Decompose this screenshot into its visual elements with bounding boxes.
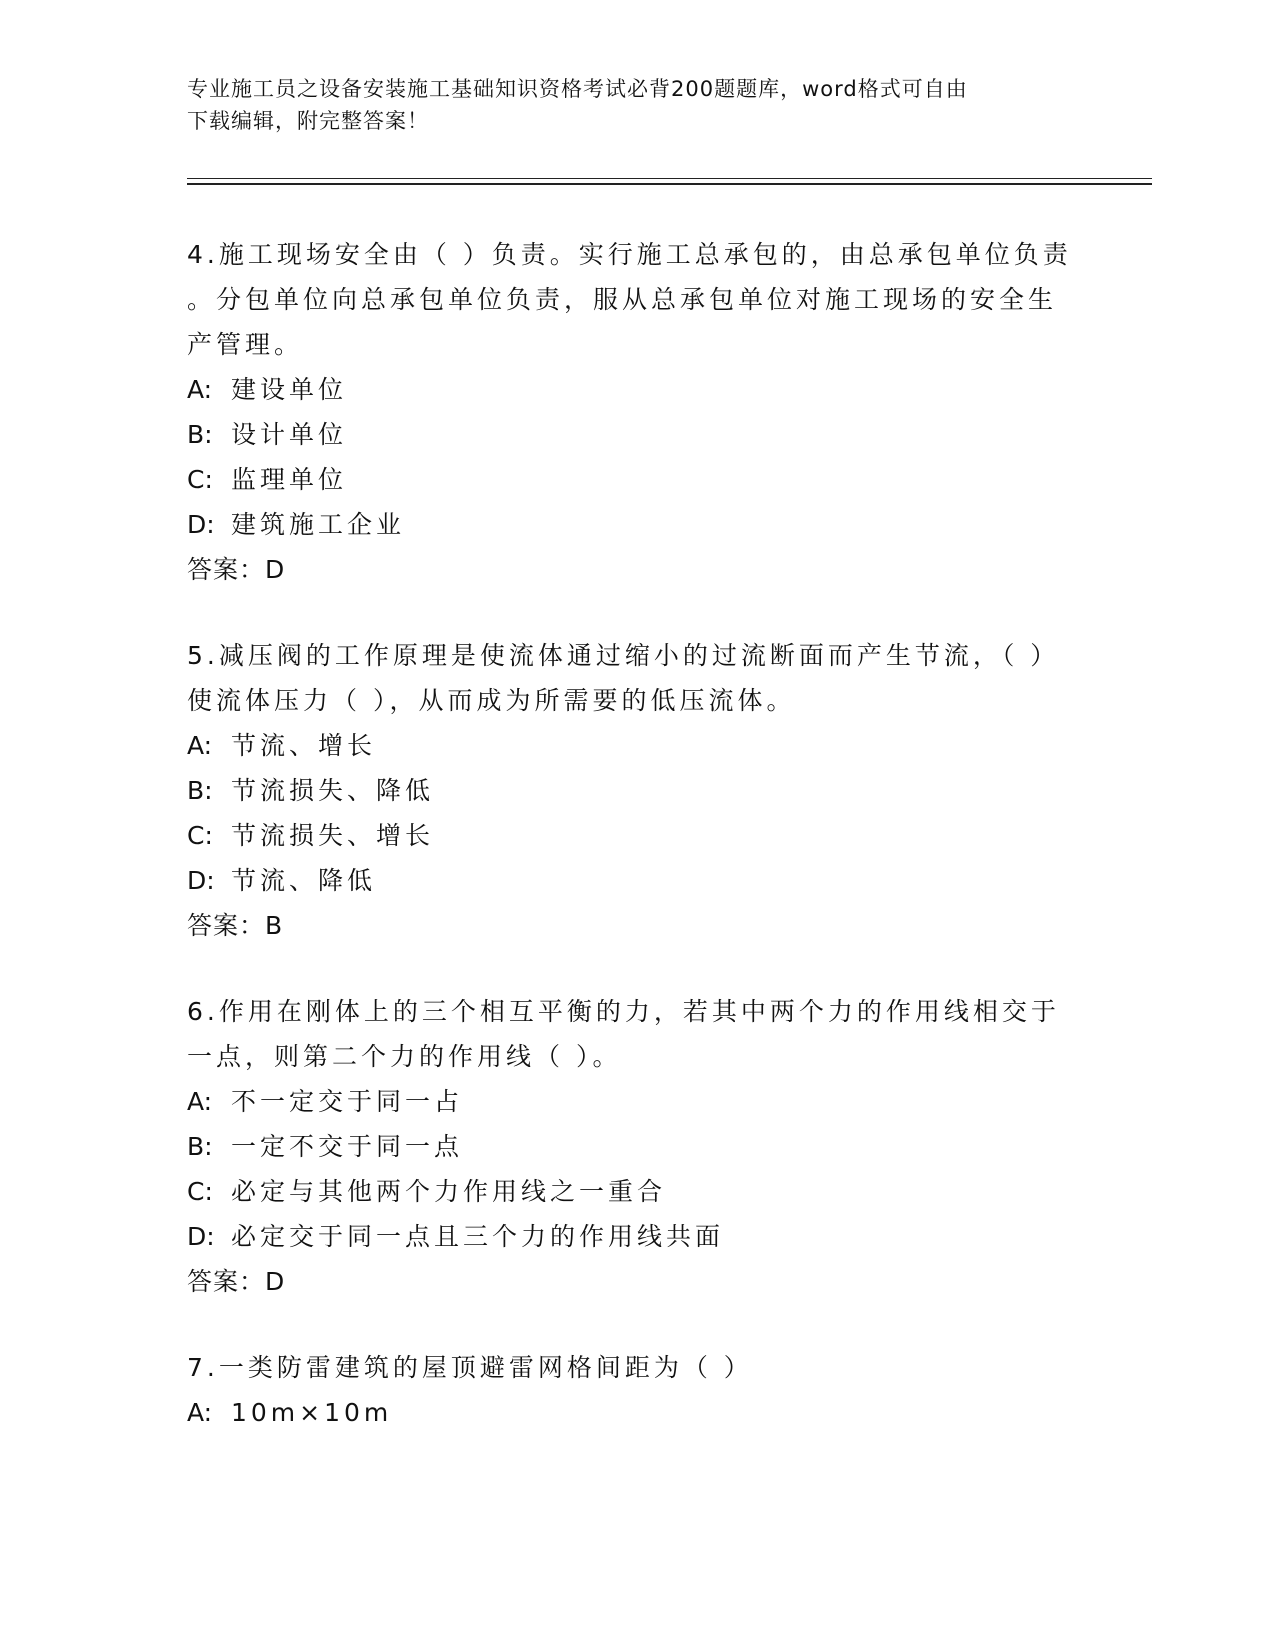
option-letter: A: <box>187 375 213 404</box>
question-text-line: 6.作用在刚体上的三个相互平衡的力，若其中两个力的作用线相交于 <box>187 997 1060 1026</box>
option-letter: B: <box>187 1132 213 1161</box>
question-list <box>187 232 1087 1476</box>
question-text <box>187 989 1087 1079</box>
header-line-1: 专业施工员之设备安装施工基础知识资格考试必背200题题库，word格式可自由 <box>187 77 968 101</box>
answer-line: 答案：D <box>187 555 286 584</box>
option-a <box>187 367 1087 412</box>
answer-line: 答案：B <box>187 911 284 940</box>
question-text-line: 4.施工现场安全由（ ）负责。实行施工总承包的，由总承包单位负责 <box>187 240 1072 269</box>
option-d <box>187 858 1087 903</box>
option-b <box>187 1124 1087 1169</box>
answer-line: 答案：D <box>187 1267 286 1296</box>
option-text: 设计单位 <box>231 420 348 449</box>
option-text: 建筑施工企业 <box>231 510 406 539</box>
option-letter: D: <box>187 866 215 895</box>
option-text: 不一定交于同一占 <box>231 1087 464 1116</box>
option-text: 节流、降低 <box>231 866 377 895</box>
option-d <box>187 502 1087 547</box>
option-c <box>187 457 1087 502</box>
option-letter: A: <box>187 731 213 760</box>
option-b <box>187 768 1087 813</box>
question-text <box>187 633 1087 723</box>
option-text: 必定交于同一点且三个力的作用线共面 <box>231 1222 725 1251</box>
question-text-line: 5.减压阀的工作原理是使流体通过缩小的过流断面而产生节流，（ ） <box>187 641 1060 670</box>
option-letter: C: <box>187 1177 213 1206</box>
header-rule-thin <box>187 178 1152 179</box>
option-letter: A: <box>187 1087 213 1116</box>
option-text: 节流、增长 <box>231 731 377 760</box>
option-text: 节流损失、增长 <box>231 821 435 850</box>
option-letter: C: <box>187 465 213 494</box>
option-a <box>187 1079 1087 1124</box>
option-text: 10m×10m <box>231 1398 393 1427</box>
option-text: 节流损失、降低 <box>231 776 435 805</box>
option-letter: D: <box>187 1222 215 1251</box>
question-text-line: 产管理。 <box>187 330 304 359</box>
option-letter: B: <box>187 420 213 449</box>
option-letter: D: <box>187 510 215 539</box>
question-text-line: 使流体压力（ ），从而成为所需要的低压流体。 <box>187 686 796 715</box>
option-text: 监理单位 <box>231 465 348 494</box>
option-b <box>187 412 1087 457</box>
option-text: 一定不交于同一点 <box>231 1132 464 1161</box>
document-header <box>187 73 1067 137</box>
header-rule-thick <box>187 183 1152 185</box>
option-a <box>187 1390 1087 1435</box>
question-5 <box>187 633 1087 948</box>
option-d <box>187 1214 1087 1259</box>
option-letter: A: <box>187 1398 213 1427</box>
question-6 <box>187 989 1087 1304</box>
option-c <box>187 813 1087 858</box>
option-text: 必定与其他两个力作用线之一重合 <box>231 1177 667 1206</box>
option-a <box>187 723 1087 768</box>
question-text-line: 。分包单位向总承包单位负责，服从总承包单位对施工现场的安全生 <box>187 285 1058 314</box>
option-letter: C: <box>187 821 213 850</box>
option-letter: B: <box>187 776 213 805</box>
question-text-line: 7.一类防雷建筑的屋顶避雷网格间距为（ ） <box>187 1353 753 1382</box>
question-4 <box>187 232 1087 592</box>
option-c <box>187 1169 1087 1214</box>
question-7 <box>187 1345 1087 1435</box>
question-text <box>187 232 1087 367</box>
question-text <box>187 1345 1087 1390</box>
question-text-line: 一点，则第二个力的作用线（ ）。 <box>187 1042 622 1071</box>
option-text: 建设单位 <box>231 375 348 404</box>
header-line-2: 下载编辑，附完整答案！ <box>187 109 429 133</box>
